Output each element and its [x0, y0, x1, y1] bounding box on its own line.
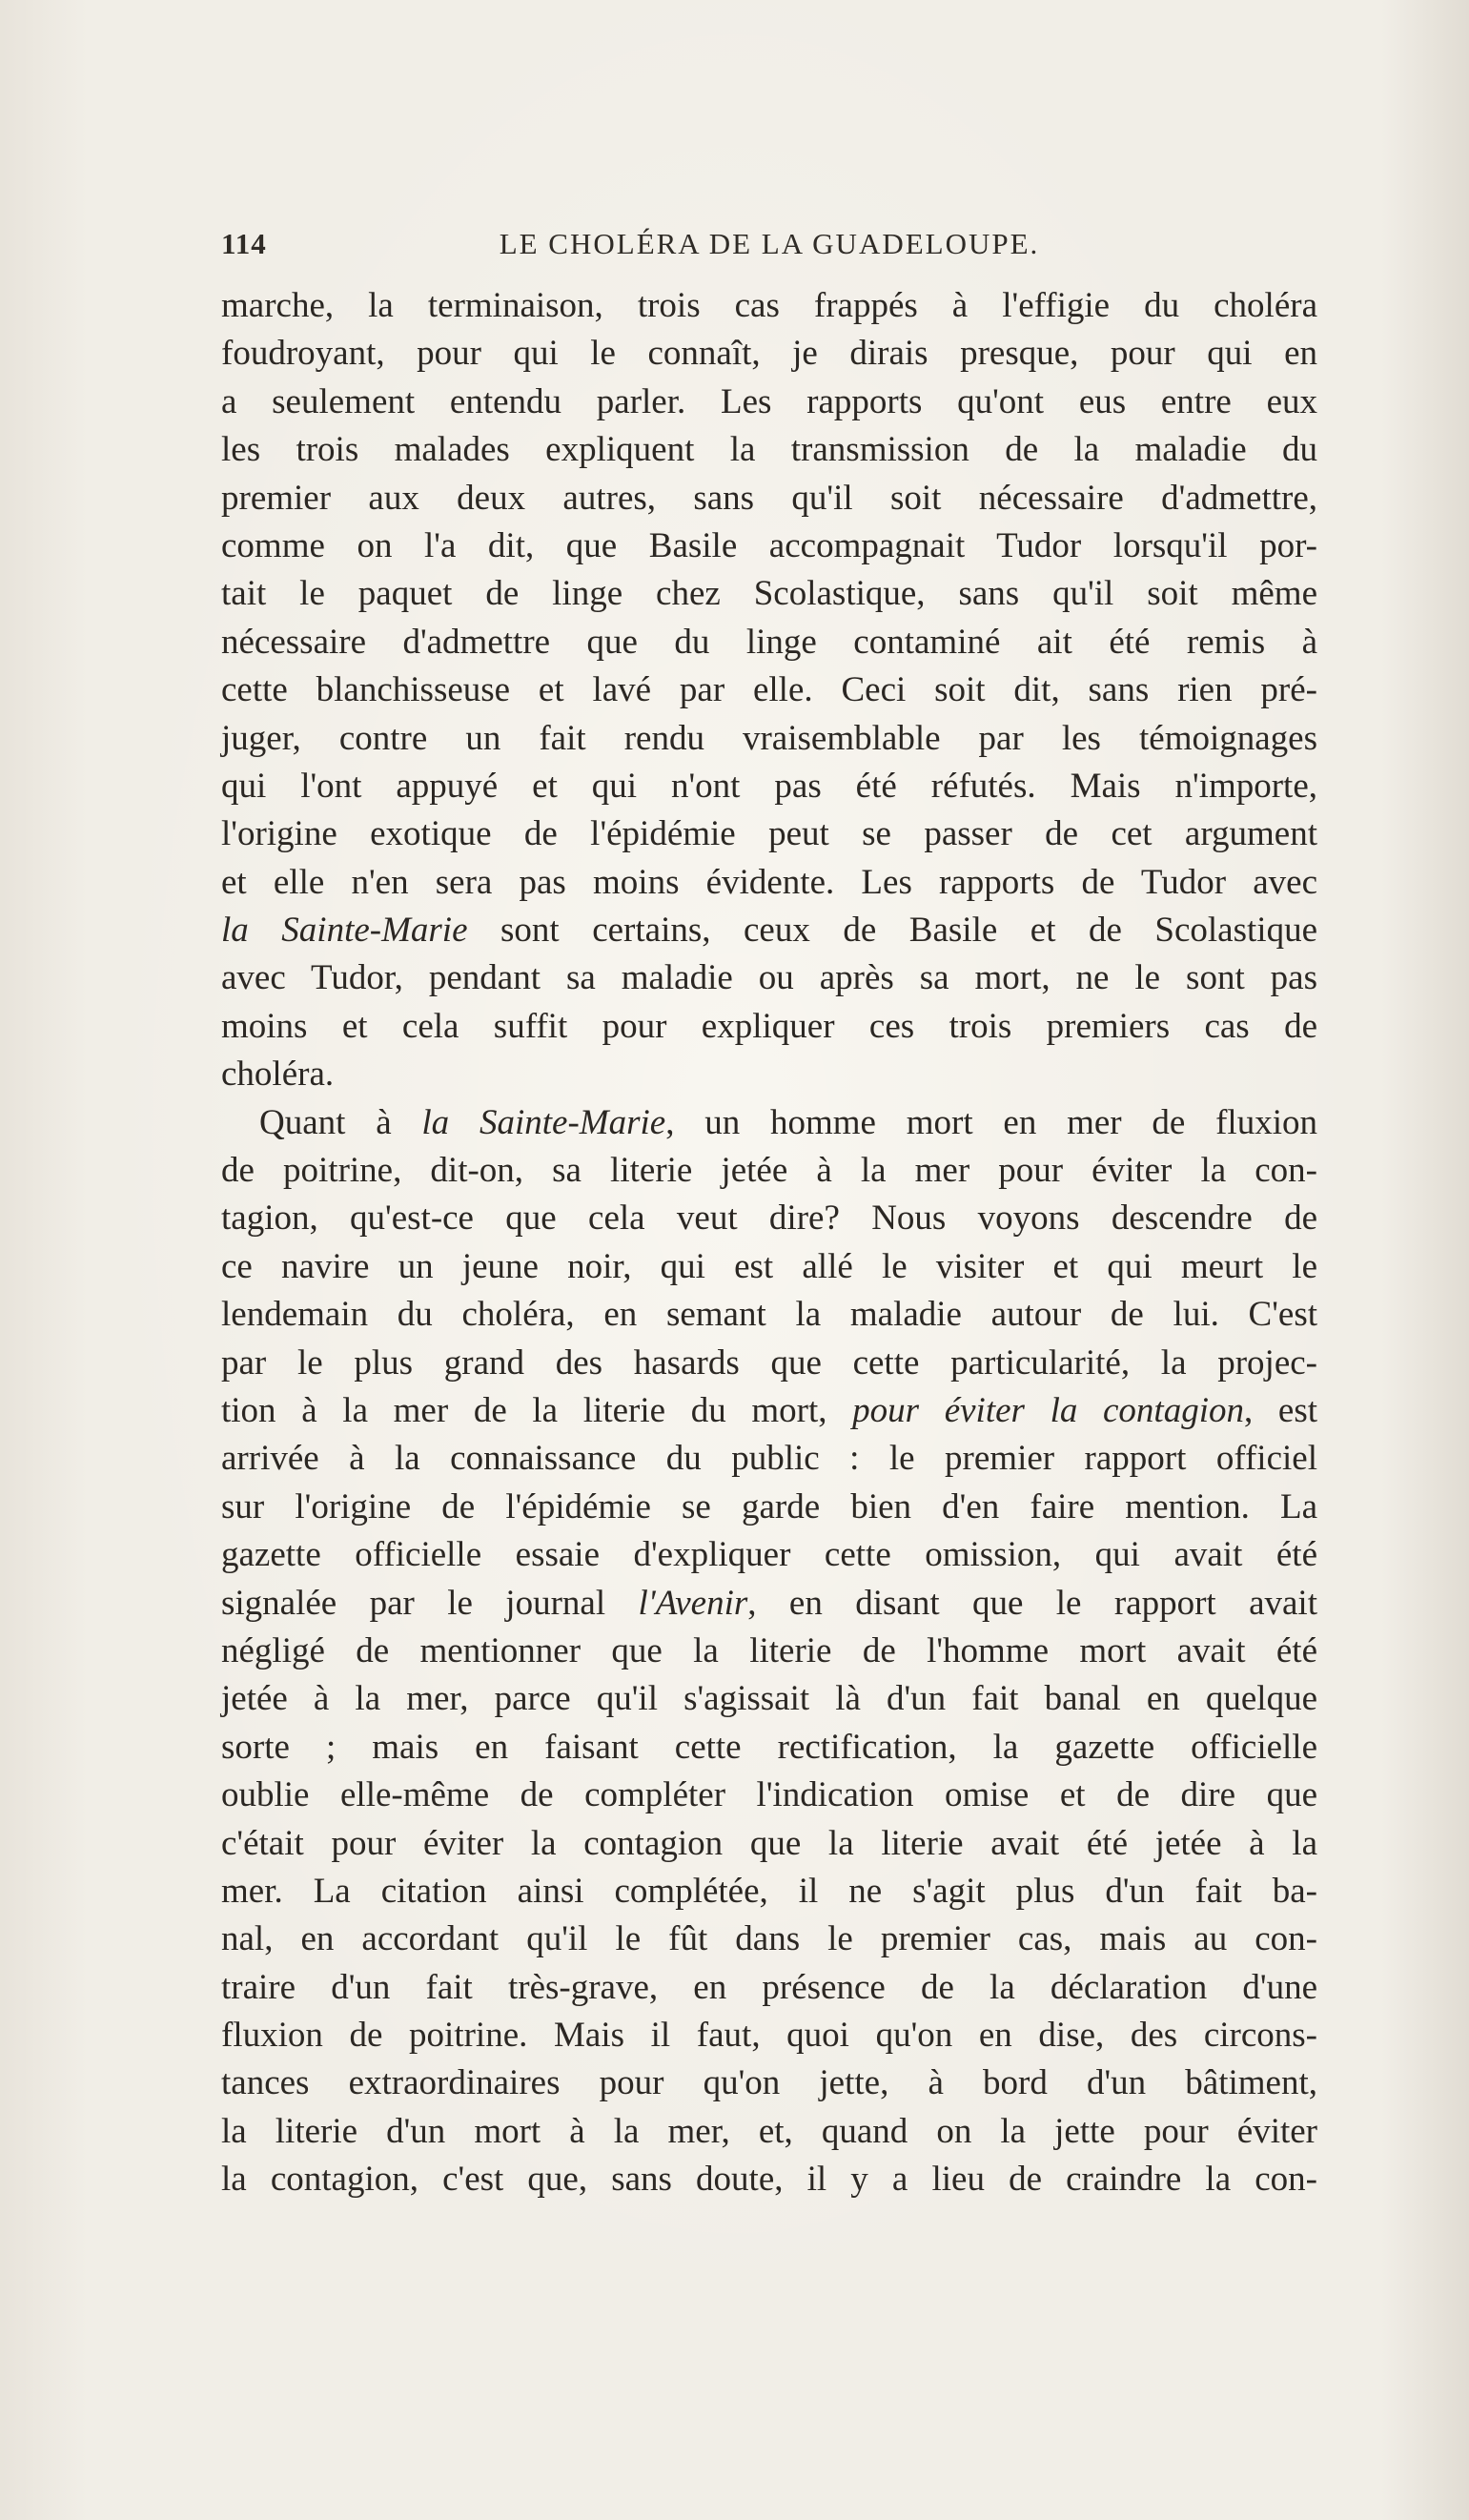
text-line: les trois malades expliquent la transmission de la maladie du [221, 430, 1317, 470]
text-line: choléra. [221, 1055, 335, 1095]
text-line: moins et cela suffit pour expliquer ces trois premiers cas de [221, 1006, 1317, 1046]
body-text [221, 282, 1317, 2204]
ship-name-italic: la Sainte-Marie [221, 911, 468, 951]
text-line: juger, contre un fait rendu vraisemblable par les témoignages [221, 718, 1317, 758]
quoted-phrase-italic: pour éviter la contagion [852, 1390, 1244, 1430]
text-line: premier aux deux autres, sans qu'il soit nécessaire d'admettre, [221, 478, 1317, 518]
text-line: sorte ; mais en faisant cette rectification, la gazette officielle [221, 1727, 1317, 1767]
journal-name-italic: l'Avenir [638, 1583, 748, 1623]
text-line: tait le paquet de linge chez Scolastique, sans qu'il soit même [221, 574, 1317, 614]
text-line: Quant à la Sainte-Marie, un homme mort en mer de fluxion [259, 1102, 1317, 1142]
text-line: lendemain du choléra, en semant la maladie autour de lui. C'est [221, 1295, 1317, 1335]
text-line: avec Tudor, pendant sa maladie ou après sa mort, ne le sont pas [221, 958, 1317, 998]
text-line: ce navire un jeune noir, qui est allé le visiter et qui meurt le [221, 1246, 1317, 1286]
text-line: nal, en accordant qu'il le fût dans le premier cas, mais au con- [221, 1919, 1317, 1959]
text-line: jetée à la mer, parce qu'il s'agissait là d'un fait banal en quelque [221, 1679, 1317, 1719]
text-line: et elle n'en sera pas moins évidente. Les rapports de Tudor avec [221, 862, 1317, 902]
text-line: signalée par le journal l'Avenir, en disant que le rapport avait [221, 1583, 1317, 1623]
text-line: nécessaire d'admettre que du linge contaminé ait été remis à [221, 622, 1317, 662]
text-line: par le plus grand des hasards que cette particularité, la projec- [221, 1342, 1317, 1383]
text-line: cette blanchisseuse et lavé par elle. Ceci soit dit, sans rien pré- [221, 670, 1317, 710]
text-line: gazette officielle essaie d'expliquer cette omission, qui avait été [221, 1535, 1317, 1575]
text-line: a seulement entendu parler. Les rapports qu'ont eus entre eux [221, 381, 1317, 421]
text-line: négligé de mentionner que la literie de l'homme mort avait été [221, 1630, 1317, 1670]
text-line: c'était pour éviter la contagion que la literie avait été jetée à la [221, 1823, 1317, 1863]
text-line: de poitrine, dit-on, sa literie jetée à la mer pour éviter la con- [221, 1151, 1317, 1191]
text-line: arrivée à la connaissance du public : le premier rapport officiel [221, 1439, 1317, 1479]
text-line: foudroyant, pour qui le connaît, je dirais presque, pour qui en [221, 334, 1317, 374]
text-line: la literie d'un mort à la mer, et, quand on la jette pour éviter [221, 2111, 1317, 2151]
text-line: tion à la mer de la literie du mort, pour éviter la contagion, est [221, 1390, 1318, 1430]
text-line: marche, la terminaison, trois cas frappés à l'effigie du choléra [221, 286, 1317, 325]
text-line: traire d'un fait très-grave, en présence de la déclaration d'une [221, 1967, 1317, 2007]
page-number: 114 [221, 227, 267, 260]
text-line: tagion, qu'est-ce que cela veut dire? Nous voyons descendre de [221, 1199, 1317, 1239]
running-head: LE CHOLÉRA DE LA GUADELOUPE. [499, 227, 1040, 260]
text-line: la contagion, c'est que, sans doute, il y a lieu de craindre la con- [221, 2160, 1317, 2200]
page-header [221, 227, 1317, 265]
text-line: fluxion de poitrine. Mais il faut, quoi qu'on en dise, des circons- [221, 2016, 1317, 2056]
text-line: qui l'ont appuyé et qui n'ont pas été réfutés. Mais n'importe, [221, 766, 1317, 806]
text-line: comme on l'a dit, que Basile accompagnait Tudor lorsqu'il por- [221, 525, 1317, 565]
text-line: la Sainte-Marie sont certains, ceux de Basile et de Scolastique [221, 911, 1317, 951]
text-line: tances extraordinaires pour qu'on jette, à bord d'un bâtiment, [221, 2063, 1317, 2103]
text-line: l'origine exotique de l'épidémie peut se passer de cet argument [221, 814, 1317, 854]
ship-name-italic: la Sainte-Marie [421, 1102, 666, 1142]
text-line: mer. La citation ainsi complétée, il ne s'agit plus d'un fait ba- [221, 1871, 1317, 1911]
text-line: sur l'origine de l'épidémie se garde bien d'en faire mention. La [221, 1486, 1317, 1526]
text-line: oublie elle-même de compléter l'indication omise et de dire que [221, 1775, 1317, 1815]
